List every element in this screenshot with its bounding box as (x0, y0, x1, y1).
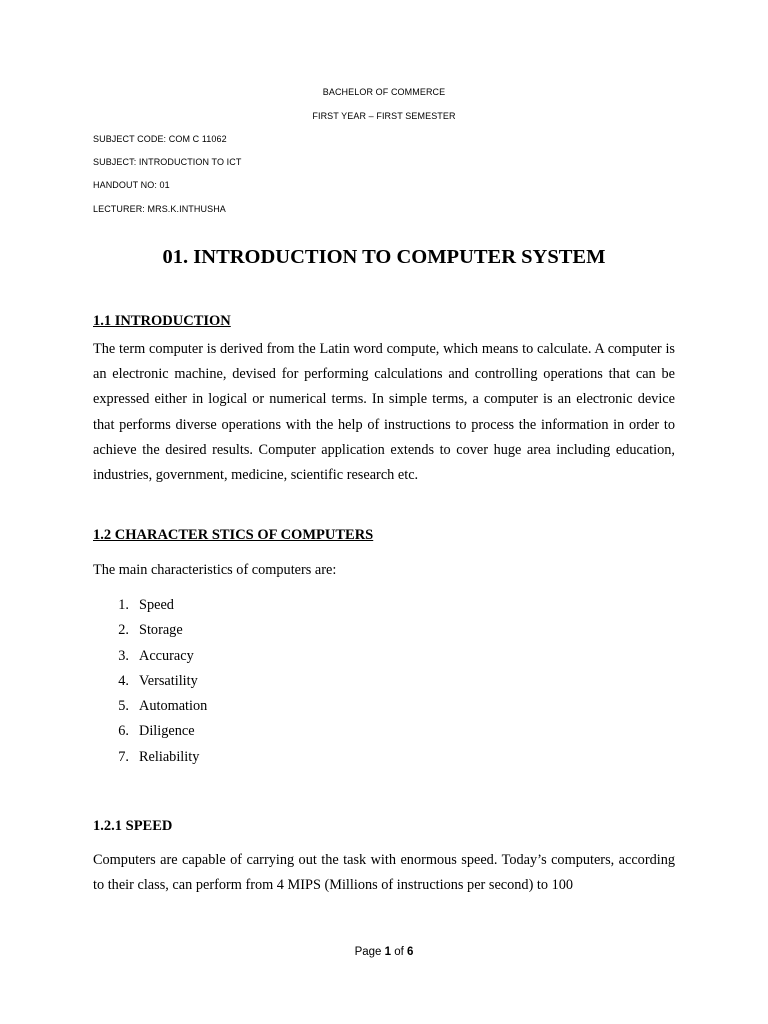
section-1-1-heading: 1.1 INTRODUCTION (93, 313, 231, 329)
handout-number-line: HANDOUT NO: 01 (93, 180, 170, 190)
section-1-2-1-paragraph: Computers are capable of carrying out the task with enormous speed. Today’s computers, according to their class, can perform from 4 MIPS (Millions of instructions per second) to 100 (93, 852, 675, 894)
document-page: BACHELOR OF COMMERCE FIRST YEAR – FIRST SEMESTER SUBJECT CODE: COM C 11062 SUBJECT: INTRODUCTION TO ICT HANDOUT NO: 01 LECTURER: MRS.K.INTHUSHA 01. INTRODUCTION TO COMPUTER SYSTEM 1.1 INTRODUCTION The term computer is derived from the Latin word compute, which means to calculate. A computer is an electronic machine, devised for performing calculations and controlling operations that can be expressed either in logical or numerical terms. In simple terms, a computer is an electronic device that performs diverse operations with the help of instructions to process the information in order to achieve the desired results. Computer application extends to cover huge area including education, industries, government, medicine, scientific research etc. 1.2 CHARACTER STICS OF COMPUTERS The main characteristics of computers are: 1. Speed 2. Storage 3. Accuracy 4. Versatility 5. Automation 6. Diligence 7. Reliability 1.2.1 SPEED Computers are capable of carrying out the task with enormous speed. Today’s computers, according to their class, can perform from 4 MIPS (Millions of instructions per second) to 100 Page 1 of 6 (0, 0, 768, 1024)
subject-line: SUBJECT: INTRODUCTION TO ICT (93, 157, 242, 167)
page-footer (0, 946, 768, 958)
page-total: 6 (407, 946, 414, 958)
section-1-2-intro: The main characteristics of computers are: (93, 562, 337, 578)
section-1-2-heading: 1.2 CHARACTER STICS OF COMPUTERS (93, 527, 374, 543)
page-number: 1 (384, 946, 392, 958)
degree-heading: BACHELOR OF COMMERCE (322, 87, 446, 97)
document-title: 01. INTRODUCTION TO COMPUTER SYSTEM (162, 246, 606, 268)
year-semester-heading: FIRST YEAR – FIRST SEMESTER (312, 111, 456, 121)
page-label: Page (354, 946, 382, 958)
section-1-1-paragraph: The term computer is derived from the Latin word compute, which means to calculate. A computer is an electronic machine, devised for performing calculations and controlling operations that can be expressed either in logical or numerical terms. In simple terms, a computer is an electronic device that performs diverse operations with the help of instructions to process the information in order to achieve the desired results. Computer application extends to cover huge area including education, industries, government, medicine, scientific research etc. (93, 341, 675, 484)
of-label: of (394, 946, 404, 958)
section-1-2-1-heading: 1.2.1 SPEED (93, 818, 173, 834)
lecturer-line: LECTURER: MRS.K.INTHUSHA (93, 204, 226, 214)
subject-code-line: SUBJECT CODE: COM C 11062 (93, 134, 227, 144)
